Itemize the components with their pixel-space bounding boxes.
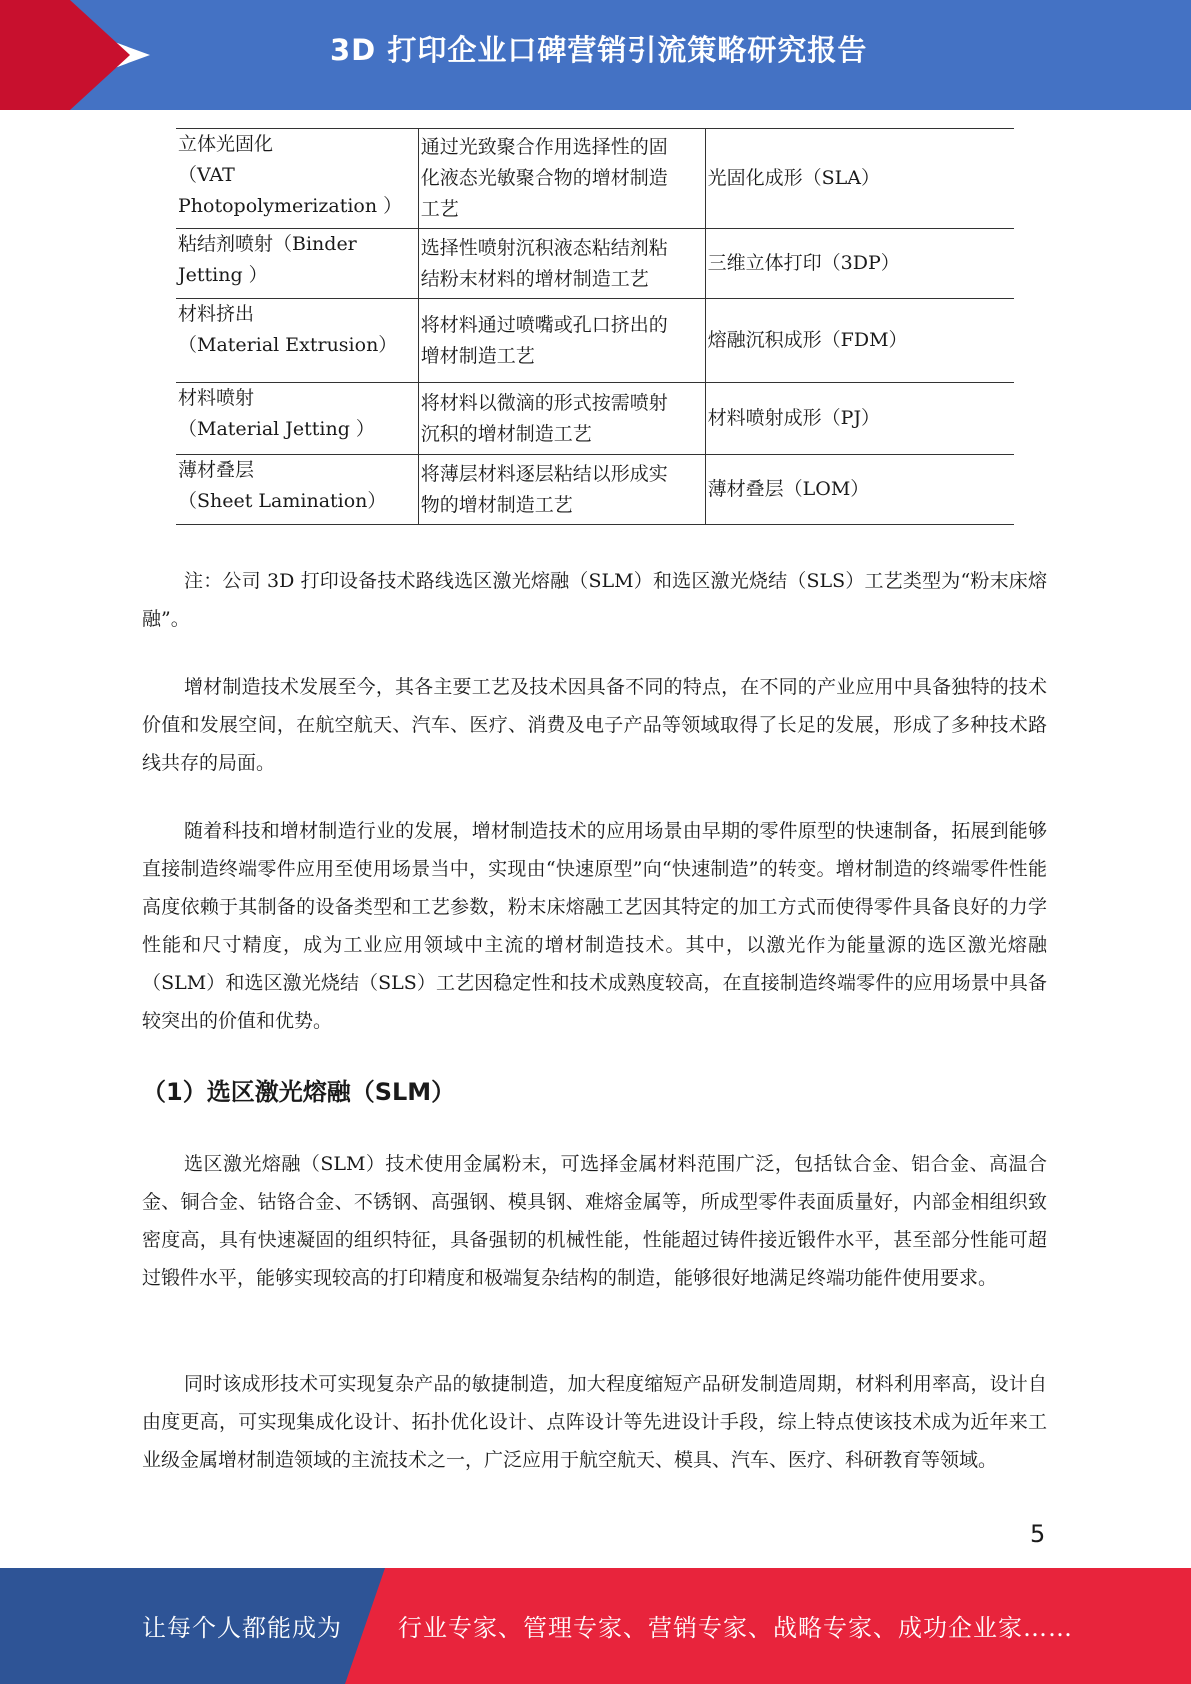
- process-description-line: 增材制造工艺: [420, 344, 535, 367]
- process-category-line: 粘结剂喷射（Binder: [178, 233, 357, 255]
- process-category-line: （Material Jetting ）: [178, 418, 375, 440]
- typical-process-cell: 薄材叠层（LOM）: [705, 455, 1014, 525]
- process-description-line: 沉积的增材制造工艺: [420, 422, 592, 445]
- process-category-line: 材料喷射: [178, 387, 255, 409]
- process-category-line: （Sheet Lamination）: [178, 490, 387, 512]
- page-header: [0, 0, 1191, 110]
- paragraph-slm-advantages: 同时该成形技术可实现复杂产品的敏捷制造，加大程度缩短产品研发制造周期，材料利用率高，设计自由度更高，可实现集成化设计、拓扑优化设计、点阵设计等先进设计手段，综上特点使该技术成为近年来工业级金属增材制造领域的主流技术之一，广泛应用于航空航天、模具、汽车、医疗、科研教育等领域。: [142, 1373, 1047, 1471]
- process-description-cell: [418, 299, 705, 383]
- process-description-line: 选择性喷射沉积液态粘结剂粘: [420, 236, 668, 259]
- footer-slogan-right: 行业专家、管理专家、营销专家、战略专家、成功企业家……: [398, 1614, 1073, 1642]
- process-description-cell: [418, 229, 705, 299]
- process-description-line: 化液态光敏聚合物的增材制造: [420, 167, 668, 189]
- process-category-line: （Material Extrusion）: [178, 334, 398, 356]
- process-category-cell: [176, 229, 418, 299]
- process-description-line: 将薄层材料逐层粘结以形成实: [420, 462, 668, 485]
- footer-slogan-left: 让每个人都能成为: [142, 1614, 342, 1642]
- process-description-line: 将材料以微滴的形式按需喷射: [420, 391, 668, 414]
- process-description-line: 结粉末材料的增材制造工艺: [420, 267, 649, 290]
- process-description-cell: [418, 455, 705, 525]
- process-description-line: 将材料通过喷嘴或孔口挤出的: [420, 313, 668, 336]
- typical-process-cell: 熔融沉积成形（FDM）: [705, 299, 1014, 383]
- process-description-line: 工艺: [420, 198, 459, 220]
- table-row: [176, 299, 1014, 383]
- typical-process-cell: 三维立体打印（3DP）: [705, 229, 1014, 299]
- process-category-line: 立体光固化: [178, 133, 274, 155]
- process-description-line: 物的增材制造工艺: [420, 493, 573, 516]
- process-category-line: 材料挤出: [178, 303, 255, 325]
- page-number: 5: [1030, 1520, 1046, 1548]
- process-category-cell: [176, 383, 418, 455]
- paragraph-application: 随着科技和增材制造行业的发展，增材制造技术的应用场景由早期的零件原型的快速制备，拓展到能够直接制造终端零件应用至使用场景当中，实现由“快速原型”向“快速制造”的转变。增材制造的终端零件性能高度依赖于其制备的设备类型和工艺参数，粉末床熔融工艺因其特定的加工方式而使得零件具备良好的力学性能和尺寸精度，成为工业应用领域中主流的增材制造技术。其中，以激光作为能量源的选区激光熔融（SLM）和选区激光烧结（SLS）工艺因稳定性和技术成熟度较高，在直接制造终端零件的应用场景中具备较突出的价值和优势。: [142, 820, 1047, 1032]
- process-category-cell: [176, 129, 418, 229]
- page-footer: [0, 1568, 1191, 1684]
- table-row: [176, 455, 1014, 525]
- typical-process-cell: 光固化成形（SLA）: [705, 129, 1014, 229]
- process-description-line: 通过光致聚合作用选择性的固: [420, 136, 668, 158]
- process-category-line: 薄材叠层: [178, 459, 255, 481]
- process-table: [176, 128, 1014, 525]
- paragraph-slm-materials: 选区激光熔融（SLM）技术使用金属粉末，可选择金属材料范围广泛，包括钛合金、铝合金、高温合金、铜合金、钴铬合金、不锈钢、高强钢、模具钢、难熔金属等，所成型零件表面质量好，内部金相组织致密度高，具有快速凝固的组织特征，具备强韧的机械性能，性能超过铸件接近锻件水平，甚至部分性能可超过锻件水平，能够实现较高的打印精度和极端复杂结构的制造，能够很好地满足终端功能件使用要求。: [142, 1153, 1047, 1289]
- process-category-line: Jetting ）: [178, 264, 268, 286]
- process-description-cell: [418, 129, 705, 229]
- process-category-line: （VAT: [178, 164, 235, 186]
- table-row: [176, 229, 1014, 299]
- process-category-cell: [176, 455, 418, 525]
- process-category-cell: [176, 299, 418, 383]
- typical-process-cell: 材料喷射成形（PJ）: [705, 383, 1014, 455]
- table-row: [176, 383, 1014, 455]
- process-description-cell: [418, 383, 705, 455]
- section-heading-slm: （1）选区激光熔融（SLM）: [142, 1078, 456, 1106]
- process-category-line: Photopolymerization ）: [178, 195, 403, 217]
- report-title: 3D 打印企业口碑营销引流策略研究报告: [330, 33, 868, 67]
- paragraph-development: 增材制造技术发展至今，其各主要工艺及技术因具备不同的特点，在不同的产业应用中具备独特的技术价值和发展空间，在航空航天、汽车、医疗、消费及电子产品等领域取得了长足的发展，形成了多种技术路线共存的局面。: [142, 676, 1047, 774]
- table-row: [176, 129, 1014, 229]
- note-paragraph: 注：公司 3D 打印设备技术路线选区激光熔融（SLM）和选区激光烧结（SLS）工艺类型为“粉末床熔融”。: [142, 570, 1047, 630]
